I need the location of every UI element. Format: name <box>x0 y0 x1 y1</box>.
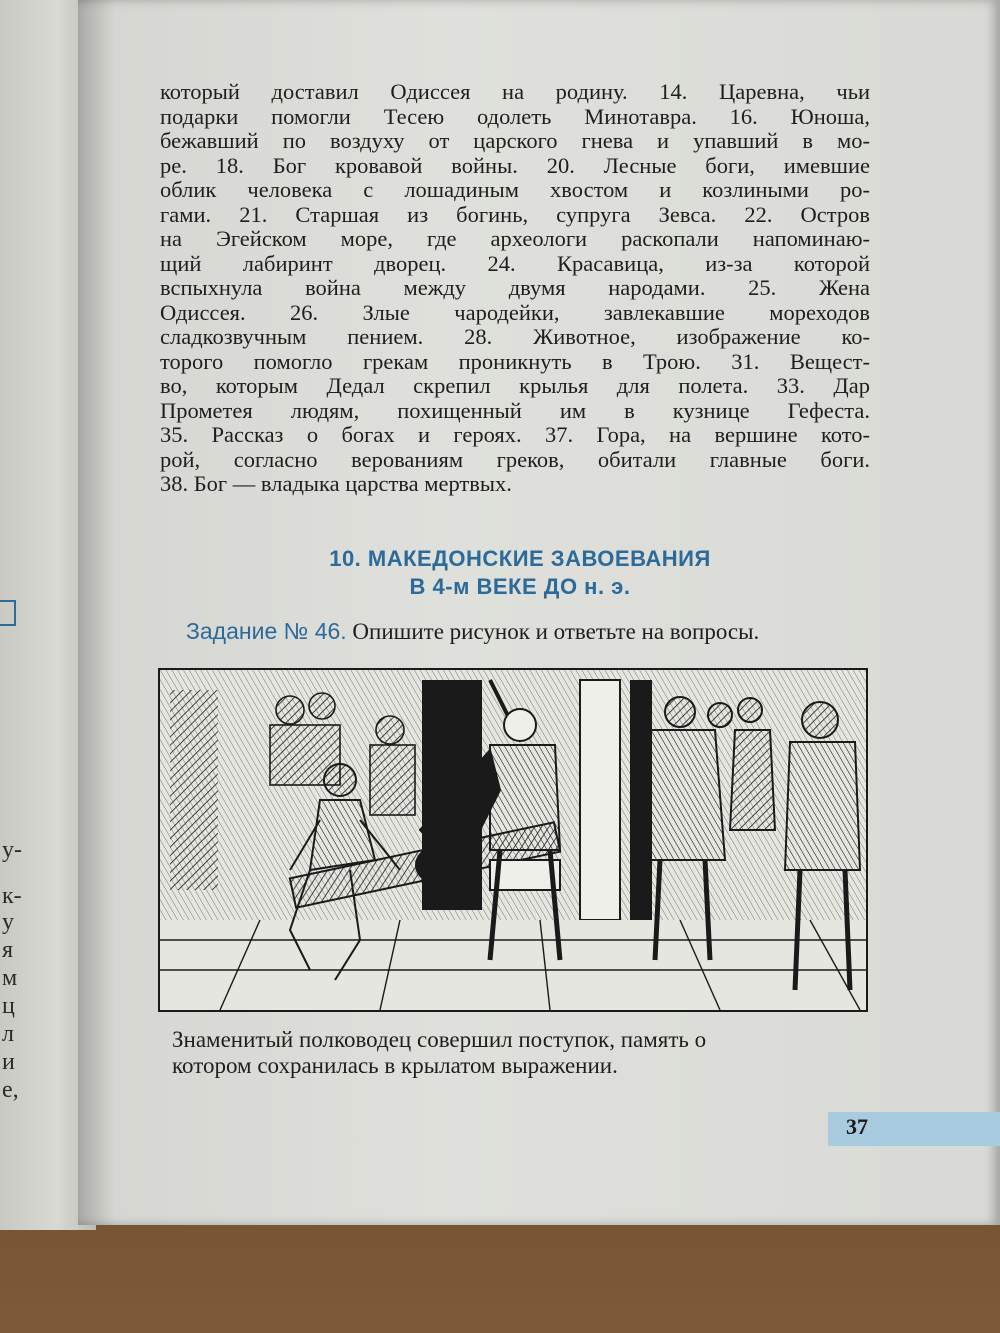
text-line: на Эгейском море, где археологи раскопали напоминаю- <box>160 226 870 251</box>
text-line: гами. 21. Старшая из богинь, супруга Зевса. 22. Остров <box>160 201 870 227</box>
task-text: Опишите рисунок и ответьте на вопросы. <box>346 619 760 644</box>
text-line: торого помогло грекам проникнуть в Трою. 31. Вещест- <box>160 348 870 374</box>
text-line: бежавший по воздуху от царского гнева и упавший в мо- <box>160 128 870 153</box>
caption-line: Знаменитый полководец совершил поступок, память о <box>172 1027 707 1052</box>
text-line: 38. Бог — владыка царства мертвых. <box>160 471 512 496</box>
page-edge-marker <box>0 600 16 626</box>
text-line: облик человека с лошадиным хвостом и козлиными ро- <box>160 177 870 202</box>
crossword-clues-text <box>160 80 870 497</box>
left-page-fragment: ц <box>2 993 15 1019</box>
left-page-fragment: е, <box>2 1077 19 1103</box>
text-line: Одиссея. 26. Злые чародейки, завлекавшие мореходов <box>160 299 870 325</box>
task-label: Задание № 46. <box>186 618 347 644</box>
illustration <box>158 668 868 1012</box>
page-number: 37 <box>846 1114 868 1139</box>
text-line: рой, согласно верованиям греков, обитали главные боги. <box>160 446 870 472</box>
text-line: сладкозвучным пением. 28. Животное, изображение ко- <box>160 324 870 349</box>
section-heading-line1: 10. МАКЕДОНСКИЕ ЗАВОЕВАНИЯ <box>329 546 711 571</box>
text-line: подарки помогли Тесею одолеть Минотавра. 16. Юноша, <box>160 103 870 129</box>
left-page-fragment: у <box>2 909 14 935</box>
section-heading-line2: В 4-м ВЕКЕ ДО н. э. <box>409 574 631 599</box>
text-line: 35. Рассказ о богах и героях. 37. Гора, на вершине кото- <box>160 422 870 447</box>
alexander-illustration <box>160 670 866 1010</box>
text-line: который доставил Одиссея на родину. 14. Царевна, чьи <box>160 79 870 104</box>
text-line: во, которым Дедал скрепил крылья для полета. 33. Дар <box>160 373 870 398</box>
left-page-fragment: и <box>2 1049 15 1075</box>
text-line: ре. 18. Бог кровавой войны. 20. Лесные боги, имевшие <box>160 152 870 178</box>
left-page-fragment: л <box>2 1021 14 1047</box>
left-page-fragment: я <box>2 937 14 963</box>
left-page-fragment: м <box>2 965 18 991</box>
caption-line: котором сохранилась в крылатом выражении. <box>172 1053 618 1078</box>
left-page-fragment: к- <box>2 883 22 909</box>
left-page-fragment: у- <box>2 837 22 863</box>
text-line: щий лабиринт дворец. 24. Красавица, из-за которой <box>160 250 870 276</box>
text-line: вспыхнула война между двумя народами. 25. Жена <box>160 275 870 300</box>
text-line: Прометея людям, похищенный им в кузнице Гефеста. <box>160 397 870 423</box>
illustration-caption <box>172 1027 872 1079</box>
task-instruction <box>186 618 759 645</box>
